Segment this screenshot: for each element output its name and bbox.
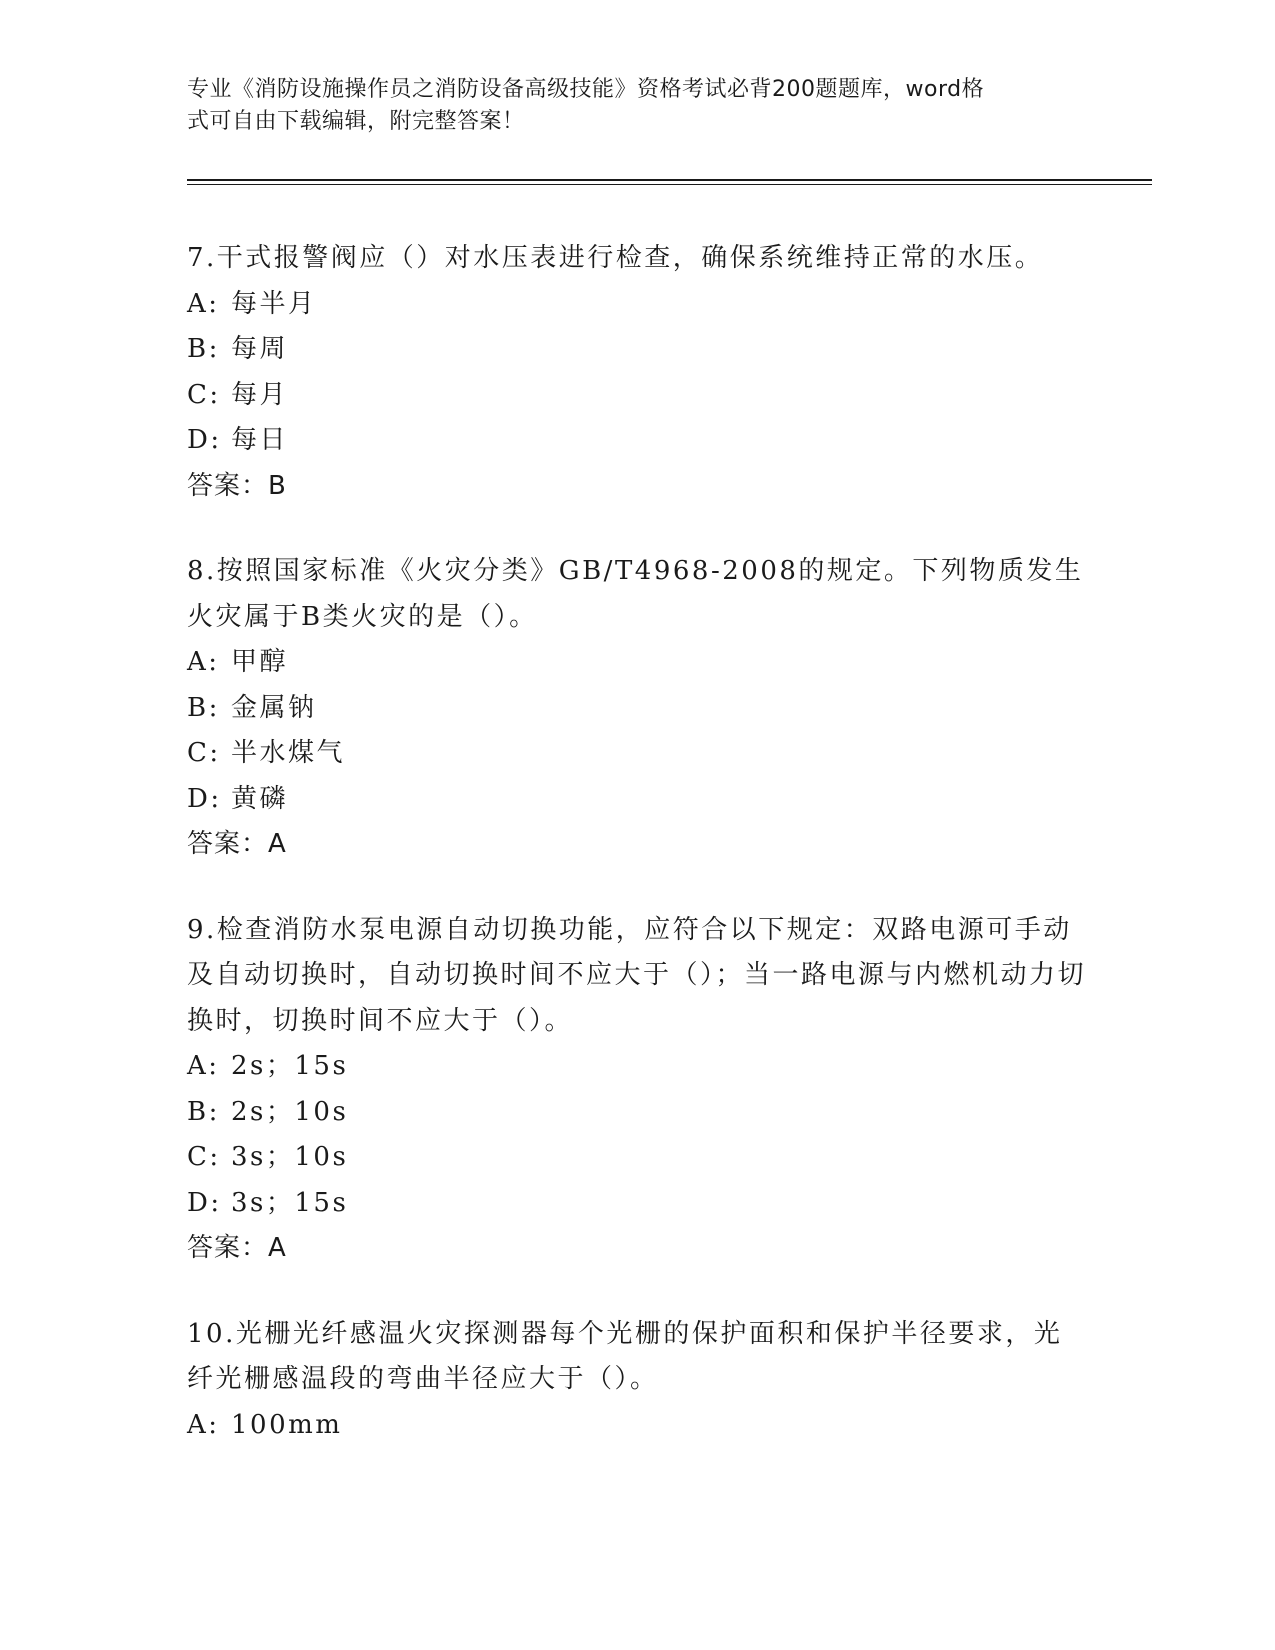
- question-10: [187, 1312, 1087, 1449]
- option-key: A:: [187, 647, 220, 677]
- option-text: 甲醇: [231, 647, 289, 677]
- option-text: 半水煤气: [231, 738, 346, 768]
- option-text: 每日: [231, 425, 289, 455]
- option-d: [187, 777, 1087, 823]
- question-text: 10.光栅光纤感温火灾探测器每个光栅的保护面积和保护半径要求，光纤光栅感温段的弯曲半径应大于（）。: [187, 1318, 1063, 1394]
- option-a: [187, 1403, 1087, 1449]
- option-key: A:: [187, 1051, 220, 1081]
- option-d: [187, 1181, 1087, 1227]
- question-text: 9.检查消防水泵电源自动切换功能，应符合以下规定：双路电源可手动及自动切换时，自动切换时间不应大于（）；当一路电源与内燃机动力切换时，切换时间不应大于（）。: [187, 914, 1087, 1036]
- option-text: 3s；15s: [231, 1187, 349, 1218]
- question-7: [187, 236, 1087, 509]
- option-text: 100mm: [231, 1409, 343, 1440]
- answer: 答案：A: [187, 1233, 287, 1263]
- option-a: [187, 640, 1087, 686]
- option-key: D:: [187, 425, 222, 455]
- option-key: D:: [187, 1187, 222, 1218]
- question-9: [187, 908, 1087, 1272]
- option-a: [187, 282, 1087, 328]
- option-text: 2s；10s: [231, 1096, 349, 1127]
- option-b: [187, 327, 1087, 373]
- option-key: B:: [187, 692, 220, 723]
- header-divider-thin: [187, 184, 1152, 185]
- option-b: [187, 686, 1087, 732]
- question-text: 7.干式报警阀应（）对水压表进行检查，确保系统维持正常的水压。: [187, 243, 1044, 273]
- option-key: C:: [187, 1142, 221, 1172]
- header-line-1: 专业《消防设施操作员之消防设备高级技能》资格考试必背200题题库，word格: [187, 77, 985, 102]
- option-key: A:: [187, 1409, 220, 1440]
- option-d: [187, 418, 1087, 464]
- option-c: [187, 373, 1087, 419]
- option-text: 3s；10s: [231, 1142, 349, 1172]
- header-line-2: 式可自由下载编辑，附完整答案！: [187, 109, 525, 134]
- option-a: [187, 1044, 1087, 1090]
- header-divider-thick: [187, 179, 1152, 181]
- option-text: 2s；15s: [231, 1051, 349, 1081]
- question-text: 8.按照国家标准《火灾分类》GB/T4968-2008的规定。下列物质发生火灾属于B类火灾的是（）。: [187, 556, 1084, 632]
- option-c: [187, 1135, 1087, 1181]
- answer: 答案：A: [187, 829, 287, 859]
- document-header: [187, 74, 1067, 138]
- option-b: [187, 1090, 1087, 1136]
- option-key: A:: [187, 288, 220, 319]
- question-list: [187, 236, 1087, 1488]
- option-text: 金属钠: [231, 692, 317, 723]
- option-text: 黄磷: [231, 783, 289, 814]
- option-text: 每月: [231, 379, 289, 410]
- question-8: [187, 549, 1087, 868]
- option-key: C:: [187, 379, 221, 410]
- answer: 答案：B: [187, 470, 287, 501]
- option-key: B:: [187, 1096, 220, 1127]
- option-key: D:: [187, 783, 222, 814]
- option-text: 每半月: [231, 288, 317, 319]
- option-key: B:: [187, 334, 220, 364]
- option-key: C:: [187, 738, 221, 768]
- option-c: [187, 731, 1087, 777]
- option-text: 每周: [231, 334, 289, 364]
